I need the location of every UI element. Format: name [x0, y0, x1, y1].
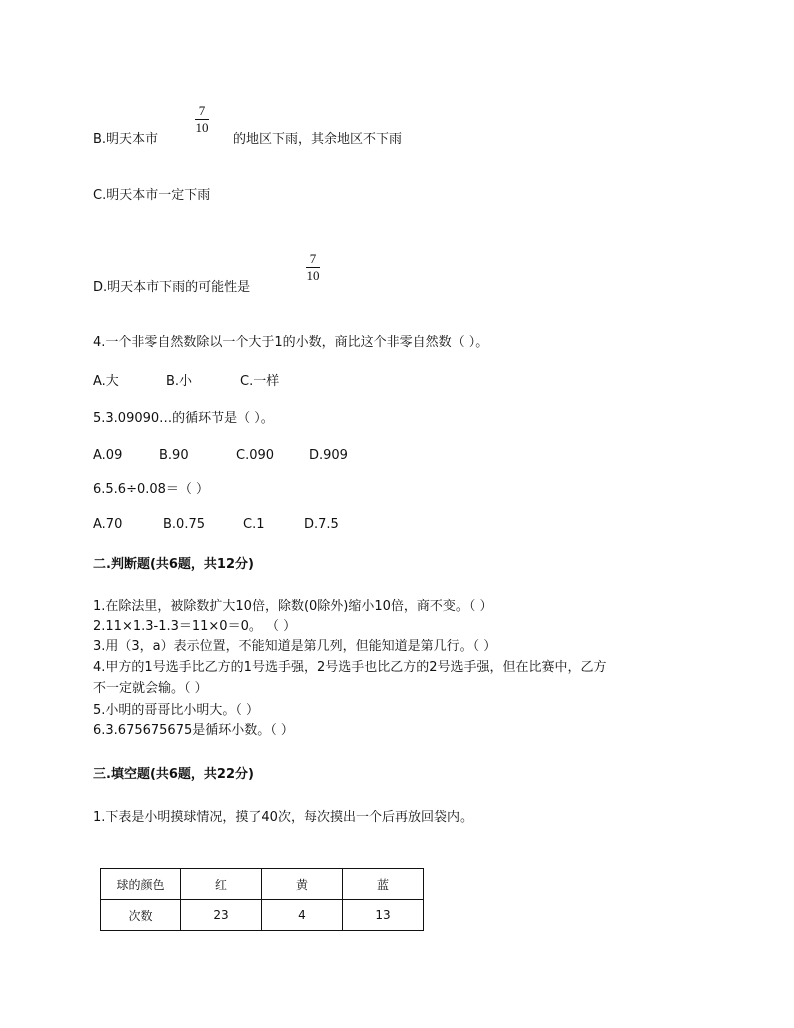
judgement-item-4: 4.甲方的1号选手比乙方的1号选手强，2号选手也比乙方的2号选手强，但在比赛中，乙方 — [93, 660, 607, 675]
q4-option-a: A.大 — [93, 374, 119, 389]
q5-option-d: D.909 — [309, 448, 348, 463]
judgement-item-2: 2.11×1.3-1.3＝11×0＝0。 （ ） — [93, 619, 297, 634]
fraction-denominator: 10 — [306, 268, 320, 283]
q6-option-c: C.1 — [243, 517, 265, 532]
fraction-seven-tenths-b — [195, 104, 209, 135]
judgement-item-4-cont: 不一定就会输。（ ） — [93, 681, 208, 696]
q6-option-b: B.0.75 — [163, 517, 205, 532]
option-c: C.明天本市一定下雨 — [93, 188, 211, 203]
table-row — [101, 869, 424, 900]
q4-option-b: B.小 — [166, 374, 193, 389]
q6-option-a: A.70 — [93, 517, 123, 532]
question-4: 4.一个非零自然数除以一个大于1的小数，商比这个非零自然数（ ）。 — [93, 335, 489, 350]
judgement-item-6: 6.3.675675675是循环小数。（ ） — [93, 723, 294, 738]
option-b-suffix: 的地区下雨，其余地区不下雨 — [233, 132, 403, 147]
judgement-item-5: 5.小明的哥哥比小明大。（ ） — [93, 703, 260, 718]
table-header-cell: 红 — [181, 869, 262, 900]
question-6: 6.5.6÷0.08＝（ ） — [93, 482, 210, 497]
fraction-numerator: 7 — [198, 103, 206, 118]
judgement-item-3: 3.用（3，a）表示位置，不能知道是第几列，但能知道是第几行。（ ） — [93, 639, 497, 654]
fraction-seven-tenths-d — [306, 252, 320, 283]
table-cell: 23 — [181, 900, 262, 931]
section-2-heading: 二.判断题(共6题，共12分) — [93, 557, 254, 572]
fill-question-1: 1.下表是小明摸球情况，摸了40次，每次摸出一个后再放回袋内。 — [93, 810, 473, 825]
option-d-prefix: D.明天本市下雨的可能性是 — [93, 280, 251, 295]
table-cell: 4 — [262, 900, 343, 931]
table-header-cell: 蓝 — [343, 869, 424, 900]
table-header-cell: 黄 — [262, 869, 343, 900]
q6-option-d: D.7.5 — [304, 517, 339, 532]
fraction-numerator: 7 — [309, 251, 317, 266]
option-b-prefix: B.明天本市 — [93, 132, 159, 147]
q5-option-a: A.09 — [93, 448, 123, 463]
table-cell: 13 — [343, 900, 424, 931]
table-row — [101, 900, 424, 931]
ball-draw-table — [100, 868, 424, 931]
table-header-cell: 球的颜色 — [101, 869, 181, 900]
table-cell: 次数 — [101, 900, 181, 931]
fraction-denominator: 10 — [195, 120, 209, 135]
judgement-item-1: 1.在除法里，被除数扩大10倍，除数(0除外)缩小10倍，商不变。（ ） — [93, 599, 493, 614]
q4-option-c: C.一样 — [240, 374, 280, 389]
q5-option-c: C.090 — [236, 448, 275, 463]
q5-option-b: B.90 — [159, 448, 189, 463]
section-3-heading: 三.填空题(共6题，共22分) — [93, 767, 254, 782]
question-5: 5.3.09090…的循环节是（ ）。 — [93, 411, 274, 426]
